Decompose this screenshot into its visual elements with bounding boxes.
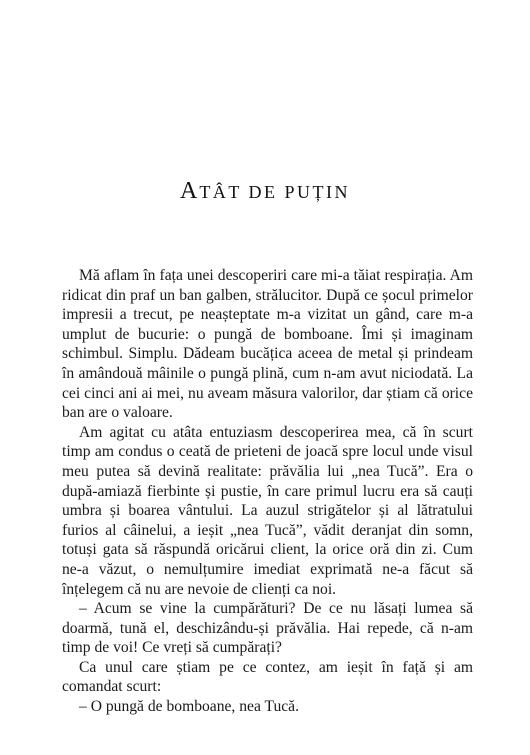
paragraph: Ca unul care știam pe ce contez, am ieșit în față și am comandat scurt: bbox=[62, 658, 473, 696]
paragraph: Mă aflam în fața unei descoperiri care mi-a tăiat respirația. Am ridicat din praf un ban galben, strălucitor. După ce șocul primelor impresii a trecut, pe neașteptate m-a vizitat un gând, care m-a umplut de bucurie: o pungă de bomboane. Îmi și imaginam schimbul. Simplu. Dădeam bucățica aceea de metal și prindeam în amândouă mâinile o pungă plină, cum n-am avut niciodată. La cei cinci ani ai mei, nu aveam măsura valorilor, dar știam că orice ban are o valoare. bbox=[62, 267, 473, 422]
paragraph: – Acum se vine la cumpărături? De ce nu lăsați lumea să doarmă, tună el, deschizându-și prăvălia. Hai repede, că n-am timp de voi! Ce vreți să cumpărați? bbox=[62, 600, 473, 657]
chapter-title-initial: A bbox=[180, 178, 200, 204]
paragraph: Am agitat cu atâta entuziasm descoperirea mea, că în scurt timp am condus o ceată de prieteni de joacă spre locul unde visul meu putea să devină realitate: prăvălia lui „nea Tucă”. Era o după-amiază fierbinte și pustie, în care primul lucru era să cauți umbra și boarea vântului. La auzul strigătelor și al lătratului furios al câinelui, a ieșit „nea Tucă”, vădit deranjat din somn, totuși gata să răspundă oricărui client, la orice oră din zi. Cum ne-a văzut, o nemulțumire imediat exprimată ne-a făcut să înțelegem că nu are nevoie de clienți ca noi. bbox=[62, 423, 473, 598]
paragraph: – O pungă de bomboane, nea Tucă. bbox=[79, 698, 300, 716]
chapter-title-rest: TÂT DE PUȚIN bbox=[199, 182, 350, 202]
chapter-body bbox=[62, 266, 473, 717]
chapter-title bbox=[0, 178, 530, 205]
